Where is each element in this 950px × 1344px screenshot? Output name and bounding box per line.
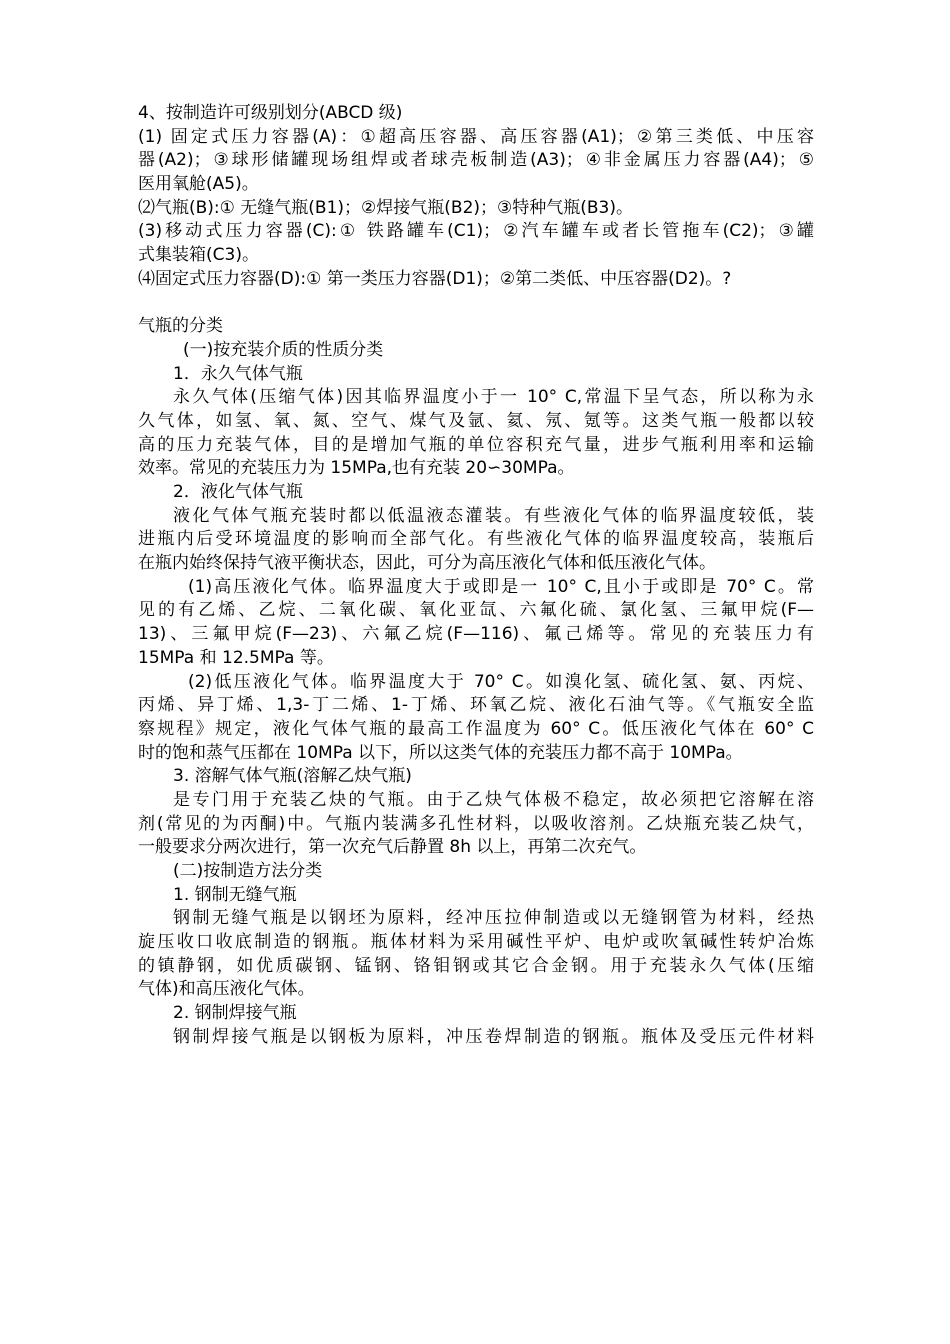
paragraph-line: 医用氧舱(A5)。 [138,174,259,195]
item-heading: 1. 钢制无缝气瓶 [173,884,297,905]
paragraph-line: 钢制焊接气瓶是以钢板为原料，冲压卷焊制造的钢瓶。瓶体及受压元件材料 [173,1026,814,1047]
paragraph-line: 见的有乙烯、乙烷、二氧化碳、氧化亚氙、六氟化硫、氯化氢、三氟甲烷(F— [138,600,814,621]
paragraph-line: 久气体，如氢、氧、氮、空气、煤气及氩、氦、氖、氪等。这类气瓶一般都以较 [138,410,814,431]
paragraph-line: 永久气体(压缩气体)因其临界温度小于一 10° C,常温下呈气态，所以称为永 [173,387,814,408]
paragraph-line: 效率。常见的充装压力为 15MPa,也有充装 20∽30MPa。 [138,458,575,479]
paragraph-line: ⑵气瓶(B):① 无缝气瓶(B1)；②焊接气瓶(B2)；③特种气瓶(B3)。 [138,197,634,218]
section-heading: 4、按制造许可级别划分(ABCD 级) [138,103,403,123]
subsection-heading: (一)按充装介质的性质分类 [183,339,384,360]
paragraph-line: (3)移动式压力容器(C):① 铁路罐车(C1)；②汽车罐车或者长管拖车(C2)；③罐 [138,221,814,242]
paragraph-line: 的镇静钢，如优质碳钢、锰钢、铬钼钢或其它合金钢。用于充装永久气体(压缩 [138,955,814,976]
paragraph-line: 进瓶内后受环境温度的影响而全部气化。有些液化气体的临界温度较高，装瓶后 [138,529,814,550]
paragraph-line: 丙烯、异丁烯、1,3-丁二烯、1-丁烯、环氧乙烷、液化石油气等。《气瓶安全监 [138,695,814,716]
blank-line [138,292,814,316]
paragraph-line: 液化气体气瓶充装时都以低温液态灌装。有些液化气体的临界温度较低，装 [173,505,814,526]
paragraph-line: 时的饱和蒸气压都在 10MPa 以下，所以这类气体的充装压力都不高于 10MPa。 [138,742,743,763]
paragraph-line: 旋压收口收底制造的钢瓶。瓶体材料为采用碱性平炉、电炉或吹氧碱性转炉冶炼 [138,932,814,953]
paragraph-line: (1) 固定式压力容器(A)：①超高压容器、高压容器(A1)；②第三类低、中压容 [138,126,814,147]
item-heading: 2．液化气体气瓶 [173,482,303,502]
paragraph-line: ⑷固定式压力容器(D):① 第一类压力容器(D1)；②第二类低、中压容器(D2)。? [138,268,732,289]
paragraph-line: 高的压力充装气体，目的是增加气瓶的单位容积充气量，进步气瓶利用率和运输 [138,434,814,455]
paragraph-line: 一般要求分两次进行，第一次充气后静置 8h 以上，再第二次充气。 [138,837,647,858]
paragraph-line: 15MPa 和 12.5MPa 等。 [138,647,334,668]
paragraph-line: 13)、三氟甲烷(F—23)、六氟乙烷(F—116)、氟己烯等。常见的充装压力有 [138,624,814,645]
paragraph-line: 器(A2)；③球形储罐现场组焊或者球壳板制造(A3)；④非金属压力容器(A4)；⑤ [138,150,814,171]
paragraph-line: 察规程》规定，液化气体气瓶的最高工作温度为 60° C。低压液化气体在 60° C [138,718,814,739]
item-heading: 3. 溶解气体气瓶(溶解乙炔气瓶) [173,766,412,787]
paragraph-line: 在瓶内始终保持气液平衡状态，因此，可分为高压液化气体和低压液化气体。 [138,553,716,574]
subsection-heading: (二)按制造方法分类 [173,861,323,881]
paragraph-line: 式集装箱(C3)。 [138,245,259,266]
paragraph-line: 气体)和高压液化气体。 [138,979,315,1000]
section-title: 气瓶的分类 [138,316,223,337]
paragraph-line: (1)高压液化气体。临界温度大于或即是一 10° C,且小于或即是 70° C。常 [188,576,814,597]
paragraph-line: 是专门用于充装乙炔的气瓶。由于乙炔气体极不稳定，故必须把它溶解在溶 [173,789,814,810]
item-heading: 1．永久气体气瓶 [173,363,303,384]
document-body [138,102,814,1050]
item-heading: 2. 钢制焊接气瓶 [173,1003,297,1024]
paragraph-line: 钢制无缝气瓶是以钢坯为原料，经冲压拉伸制造或以无缝钢管为材料，经热 [173,908,814,929]
paragraph-line: 剂(常见的为丙酮)中。气瓶内装满多孔性材料，以吸收溶剂。乙炔瓶充装乙炔气， [138,813,814,834]
paragraph-line: (2)低压液化气体。临界温度大于 70° C。如溴化氢、硫化氢、氨、丙烷、 [188,671,814,692]
